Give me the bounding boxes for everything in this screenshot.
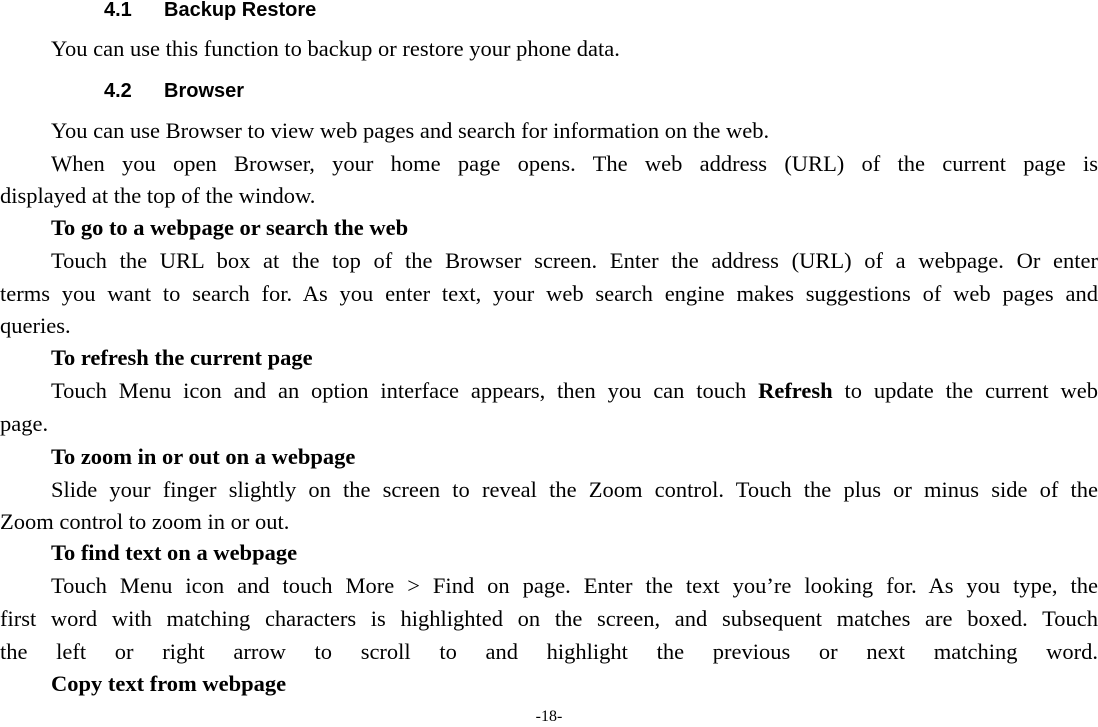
subheading-find-text: To find text on a webpage [51,540,298,565]
paragraph-browser-open-line-1: When you open Browser, your home page opens. The web address (URL) of the current page is [51,151,1098,176]
paragraph-go-to-line-2: terms you want to search for. As you enter text, your web search engine makes suggestions of web pages and [0,281,1098,306]
paragraph-go-to-line-1: Touch the URL box at the top of the Browser screen. Enter the address (URL) of a webpage. Or enter [51,248,1098,273]
paragraph-browser-open-line-2: displayed at the top of the window. [0,183,316,208]
paragraph-zoom-line-1: Slide your finger slightly on the screen to reveal the Zoom control. Touch the plus or minus side of the [51,477,1098,502]
section-title: Browser [164,80,245,102]
subheading-refresh: To refresh the current page [51,345,313,370]
section-number: 4.2 [104,80,132,102]
section-number: 4.1 [104,0,132,21]
paragraph-find-line-2: first word with matching characters is highlighted on the screen, and subsequent matches are boxed. Touch [0,606,1098,631]
refresh-text-after: to update the current web [832,378,1098,403]
subheading-go-to-webpage: To go to a webpage or search the web [51,215,409,240]
paragraph-refresh-line-1 [51,377,1098,405]
paragraph-find-line-1: Touch Menu icon and touch More > Find on page. Enter the text you’re looking for. As you type, the [51,573,1098,598]
section-heading-4-1 [104,0,316,22]
page-number: -18- [535,708,563,725]
paragraph-go-to-line-3: queries. [0,313,71,338]
subheading-copy-text: Copy text from webpage [51,671,287,696]
section-title: Backup Restore [164,0,317,21]
paragraph-browser-intro: You can use Browser to view web pages and search for information on the web. [51,118,770,143]
paragraph-zoom-line-2: Zoom control to zoom in or out. [0,509,290,534]
paragraph-refresh-line-2: page. [0,411,49,436]
subheading-zoom: To zoom in or out on a webpage [51,444,356,469]
paragraph-backup: You can use this function to backup or restore your phone data. [51,36,620,61]
refresh-text-before: Touch Menu icon and an option interface appears, then you can touch [51,378,759,403]
paragraph-find-line-3: the left or right arrow to scroll to and highlight the previous or next matching word. [0,639,1098,664]
section-heading-4-2 [104,79,244,103]
refresh-keyword: Refresh [758,378,833,403]
